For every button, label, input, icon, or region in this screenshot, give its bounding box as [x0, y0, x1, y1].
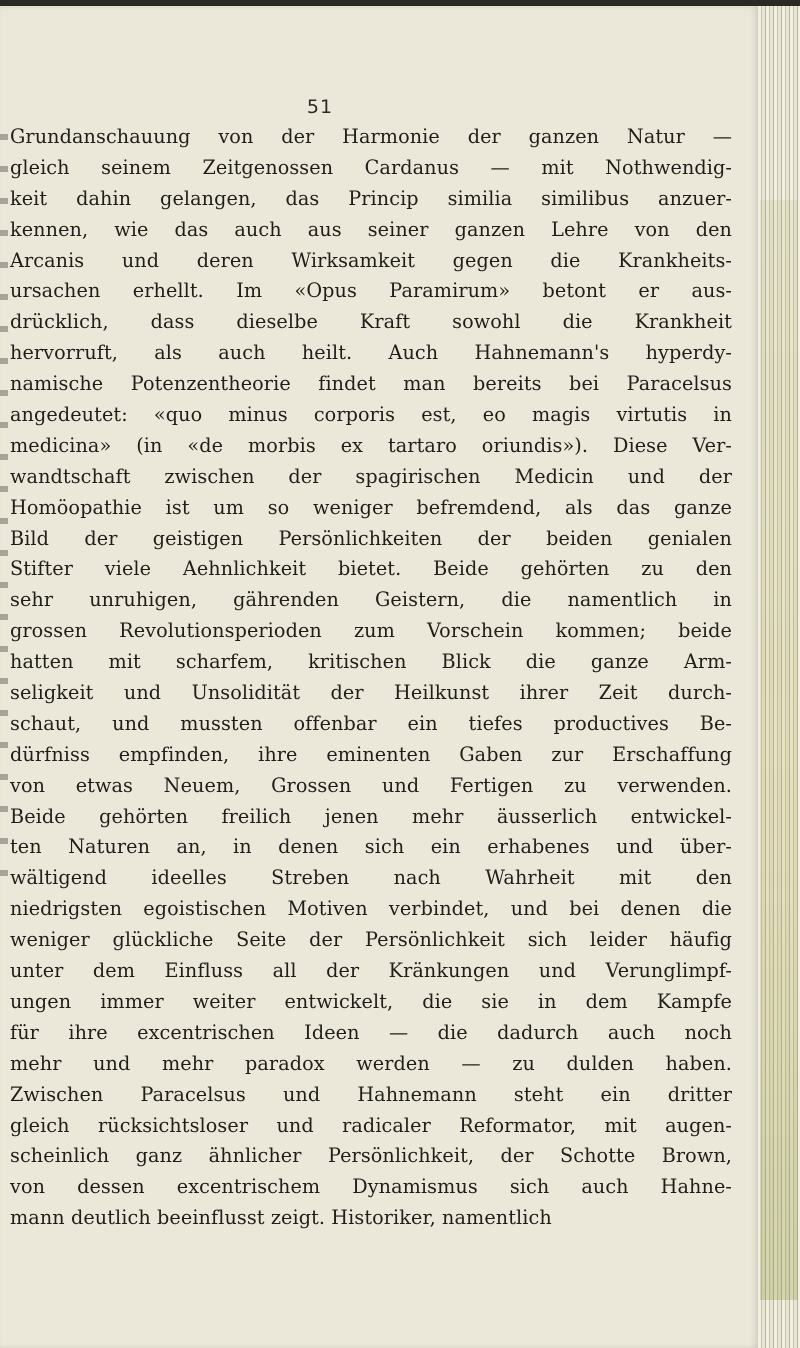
text-line: gleich rücksichtsloser und radicaler Reformator, mit augen-	[10, 1113, 732, 1137]
text-line: angedeutet: «quo minus corporis est, eo magis virtutis in	[10, 403, 732, 427]
text-line: seligkeit und Unsolidität der Heilkunst ihrer Zeit durch-	[10, 681, 732, 705]
text-line: sehr unruhigen, gährenden Geistern, die namentlich in	[10, 588, 732, 612]
text-line: Beide gehörten freilich jenen mehr äusserlich entwickel-	[10, 804, 732, 828]
text-line: Bild der geistigen Persönlichkeiten der beiden genialen	[10, 526, 732, 550]
text-line: Stifter viele Aehnlichkeit bietet. Beide gehörten zu den	[10, 557, 732, 581]
text-line: weniger glückliche Seite der Persönlichkeit sich leider häufig	[10, 928, 732, 952]
text-line: hatten mit scharfem, kritischen Blick die ganze Arm-	[10, 650, 732, 674]
text-line: drücklich, dass dieselbe Kraft sowohl die Krankheit	[10, 310, 732, 334]
text-line: gleich seinem Zeitgenossen Cardanus — mit Nothwendig-	[10, 155, 732, 179]
text-line: hervorruft, als auch heilt. Auch Hahnemann's hyperdy-	[10, 341, 732, 365]
text-line: unter dem Einfluss all der Kränkungen und Verunglimpf-	[10, 959, 732, 983]
binding-margin	[0, 120, 8, 880]
text-line: namische Potenzentheorie findet man bereits bei Paracelsus	[10, 372, 732, 396]
text-line: Grundanschauung von der Harmonie der ganzen Natur —	[10, 125, 732, 148]
text-line: Zwischen Paracelsus und Hahnemann steht ein dritter	[10, 1082, 732, 1106]
text-line: mehr und mehr paradox werden — zu dulden haben.	[10, 1051, 732, 1075]
text-line: ten Naturen an, in denen sich ein erhabenes und über-	[10, 835, 732, 859]
text-line: Arcanis und deren Wirksamkeit gegen die Krankheits-	[10, 248, 732, 272]
text-line: niedrigsten egoistischen Motiven verbindet, und bei denen die	[10, 897, 732, 921]
text-line: von dessen excentrischem Dynamismus sich auch Hahne-	[10, 1175, 732, 1199]
text-line: ursachen erhellt. Im «Opus Paramirum» betont er aus-	[10, 279, 732, 303]
text-line: von etwas Neuem, Grossen und Fertigen zu verwenden.	[10, 773, 732, 797]
text-line: mann deutlich beeinflusst zeigt. Historiker, namentlich	[10, 1206, 552, 1230]
text-line: für ihre excentrischen Ideen — die dadurch auch noch	[10, 1020, 732, 1044]
text-line: grossen Revolutionsperioden zum Vorschein kommen; beide	[10, 619, 732, 643]
text-line: wandtschaft zwischen der spagirischen Medicin und der	[10, 464, 732, 488]
page-edge-stain	[760, 200, 798, 1300]
text-line: Homöopathie ist um so weniger befremdend, als das ganze	[10, 495, 732, 519]
text-line: schaut, und mussten offenbar ein tiefes productives Be-	[10, 711, 732, 735]
text-line: scheinlich ganz ähnlicher Persönlichkeit, der Schotte Brown,	[10, 1144, 732, 1168]
text-line: kennen, wie das auch aus seiner ganzen Lehre von den	[10, 217, 732, 241]
text-line: ungen immer weiter entwickelt, die sie in dem Kampfe	[10, 989, 732, 1013]
text-line: dürfniss empfinden, ihre eminenten Gaben zur Erschaffung	[10, 742, 732, 766]
text-line: medicina» (in «de morbis ex tartaro oriundis»). Diese Ver-	[10, 433, 732, 457]
page-number: 51	[306, 96, 334, 118]
body-text	[10, 122, 732, 1234]
text-line: keit dahin gelangen, das Princip similia similibus anzuer-	[10, 186, 732, 210]
text-line: wältigend ideelles Streben nach Wahrheit mit den	[10, 866, 732, 890]
